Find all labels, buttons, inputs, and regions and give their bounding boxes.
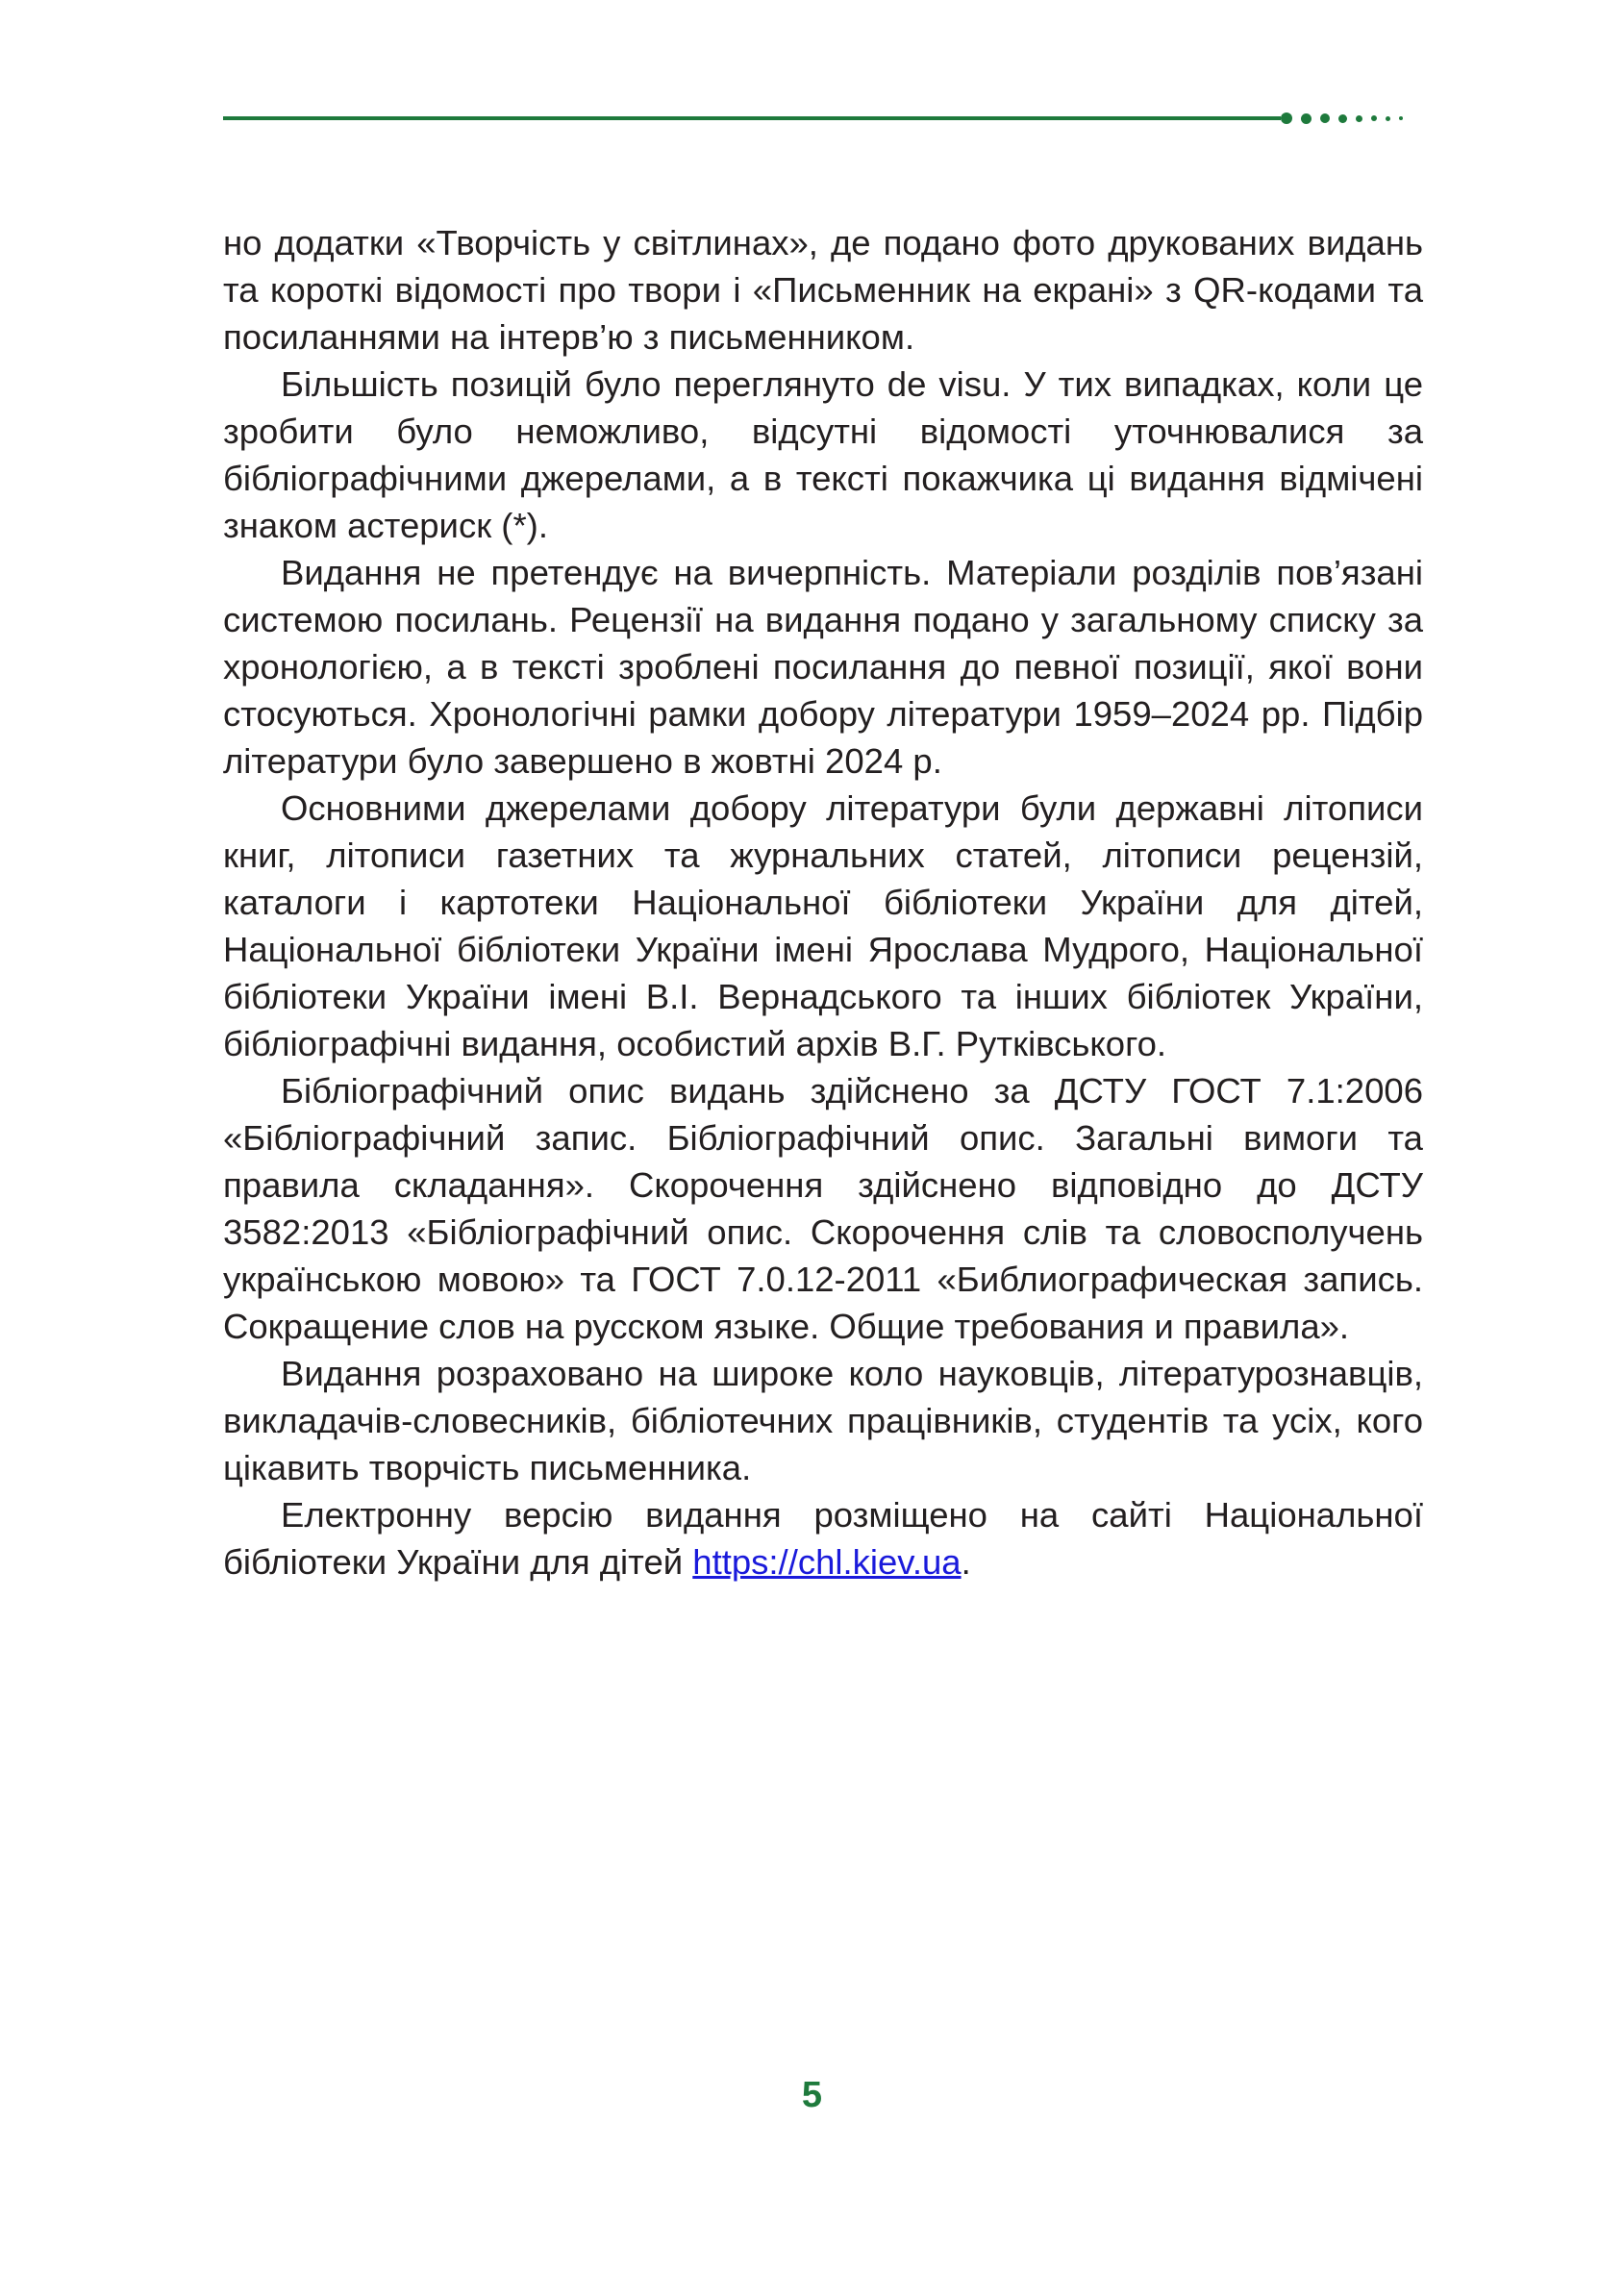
paragraph-2: Більшість позицій було переглянуто de visu. У тих випадках, коли це зробити було неможливо, відсутні відомості уточнювалися за бібліографічними джерелами, а в тексті покажчика ці видання відмічені знаком астериск (*). — [223, 364, 1423, 545]
paragraph-5: Бібліографічний опис видань здійснено за ДСТУ ГОСТ 7.1:2006 «Бібліографічний запис. Бібліографічний опис. Загальні вимоги та правила складання». Скорочення здійснено відповідно до ДСТУ 3582:2013 «Бібліографічний опис. Скорочення слів та словосполучень українською мовою» та ГОСТ 7.0.12-2011 «Библиографическая запись. Сокращение слов на русском языке. Общие требования и правила». — [223, 1071, 1423, 1346]
website-link[interactable]: https://chl.kiev.ua — [692, 1542, 962, 1582]
paragraph-7-text: Електронну версію видання розміщено на сайті Національної бібліотеки України для дітей — [223, 1495, 1423, 1582]
page-number: 5 — [801, 2075, 823, 2115]
document-body — [223, 219, 1423, 1585]
paragraph-6: Видання розраховано на широке коло науковців, літературознавців, викладачів-словесників, бібліотечних працівників, студентів та усіх, кого цікавить творчість письменника. — [223, 1354, 1423, 1487]
paragraph-7-end: . — [961, 1542, 971, 1582]
paragraph-7 — [223, 1491, 1423, 1585]
header-rule — [223, 116, 1281, 120]
paragraph-3: Видання не претендує на вичерпність. Матеріали розділів пов’язані системою посилань. Рецензії на видання подано у загальному списку за хронологією, а в тексті зроблені посилання до певної позиції, якої вони стосуються. Хронологічні рамки добору літератури 1959–2024 рр. Підбір літератури було завершено в жовтні 2024 р. — [223, 553, 1423, 781]
paragraph-1: но додатки «Творчість у світлинах», де подано фото друкованих видань та короткі відомості про твори і «Письменник на екрані» з QR-кодами та посиланнями на інтерв’ю з письменником. — [223, 223, 1423, 357]
paragraph-4: Основними джерелами добору літератури були державні літописи книг, літописи газетних та журнальних статей, літописи рецензій, каталоги і картотеки Національної бібліотеки України для дітей, Національної бібліотеки України імені Ярослава Мудрого, Національної бібліотеки України імені В.І. Вернадського та інших бібліотек України, бібліографічні видання, особистий архів В.Г. Рутківського. — [223, 788, 1423, 1063]
header-dots-decoration — [1281, 109, 1403, 128]
